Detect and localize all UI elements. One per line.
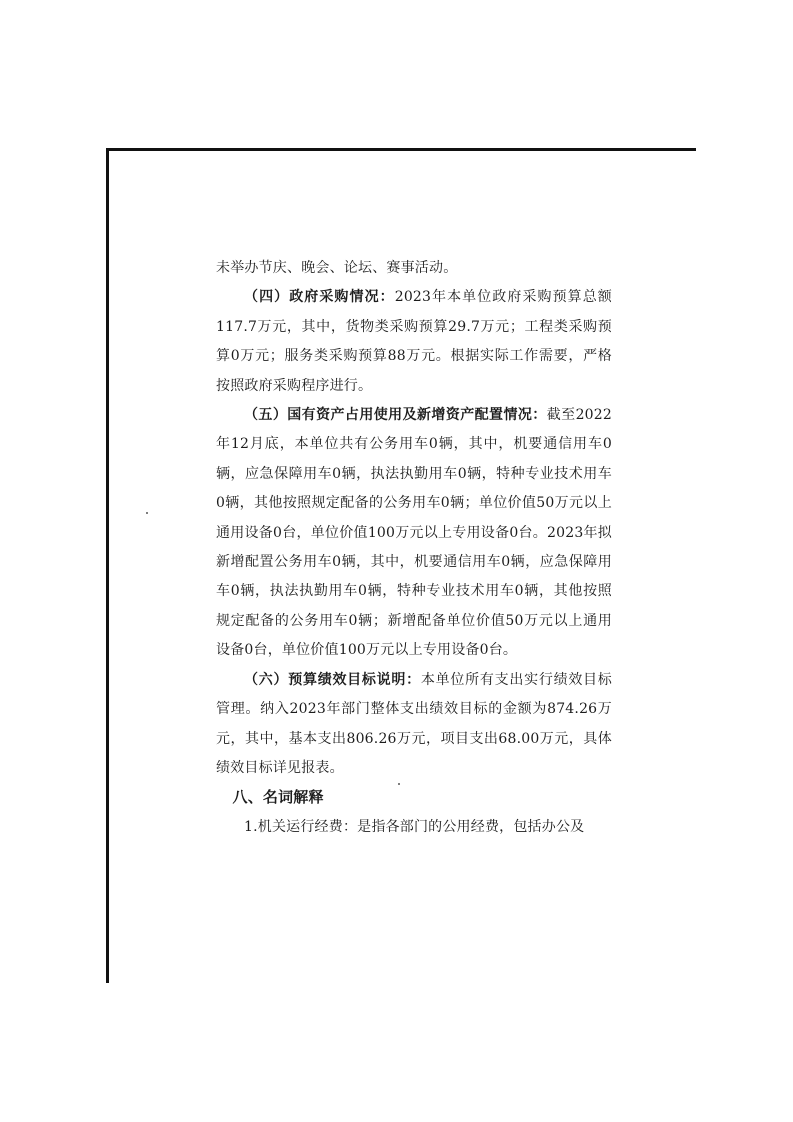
scan-speck — [146, 512, 148, 514]
document-body — [216, 254, 612, 842]
paragraph-definition: 1.机关运行经费：是指各部门的公用经费，包括办公及 — [244, 818, 585, 835]
section-title: 八、名词解释 — [232, 788, 324, 807]
paragraph-heading: （四）政府采购情况： — [244, 289, 395, 306]
paragraph-body: 2023年本单位政府采购预算总额117.7万元，其中，货物类采购预算29.7万元；工程类采购预算0万元；服务类采购预算88万元。根据实际工作需要，严格按照政府采购程序进行。 — [216, 289, 613, 394]
paragraph-performance-targets — [216, 666, 612, 784]
scan-border-top — [106, 148, 696, 151]
paragraph-state-assets — [216, 401, 612, 666]
scan-border-left — [106, 148, 109, 983]
paragraph-heading: （六）预算绩效目标说明： — [244, 671, 421, 688]
paragraph-body: 本单位所有支出实行绩效目标管理。纳入2023年部门整体支出绩效目标的金额为874.26万元，其中，基本支出806.26万元，项目支出68.00万元，具体绩效目标详见报表。 — [216, 671, 612, 776]
paragraph-body: 截至2022年12月底，本单位共有公务用车0辆，其中，机要通信用车0辆，应急保障用车0辆，执法执勤用车0辆，特种专业技术用车0辆，其他按照规定配备的公务用车0辆；单位价值50万元以上通用设备0台，单位价值100万元以上专用设备0台。2023年拟新增配置公务用车0辆，其中，机要通信用车0辆，应急保障用车0辆，执法执勤用车0辆，特种专业技术用车0辆，其他按照规定配备的公务用车0辆；新增配备单位价值50万元以上通用设备0台，单位价值100万元以上专用设备0台。 — [216, 407, 612, 659]
paragraph-continuation: 未举办节庆、晚会、论坛、赛事活动。 — [216, 260, 458, 276]
paragraph-heading: （五）国有资产占用使用及新增资产配置情况： — [244, 407, 547, 424]
paragraph-government-procurement — [216, 283, 612, 401]
